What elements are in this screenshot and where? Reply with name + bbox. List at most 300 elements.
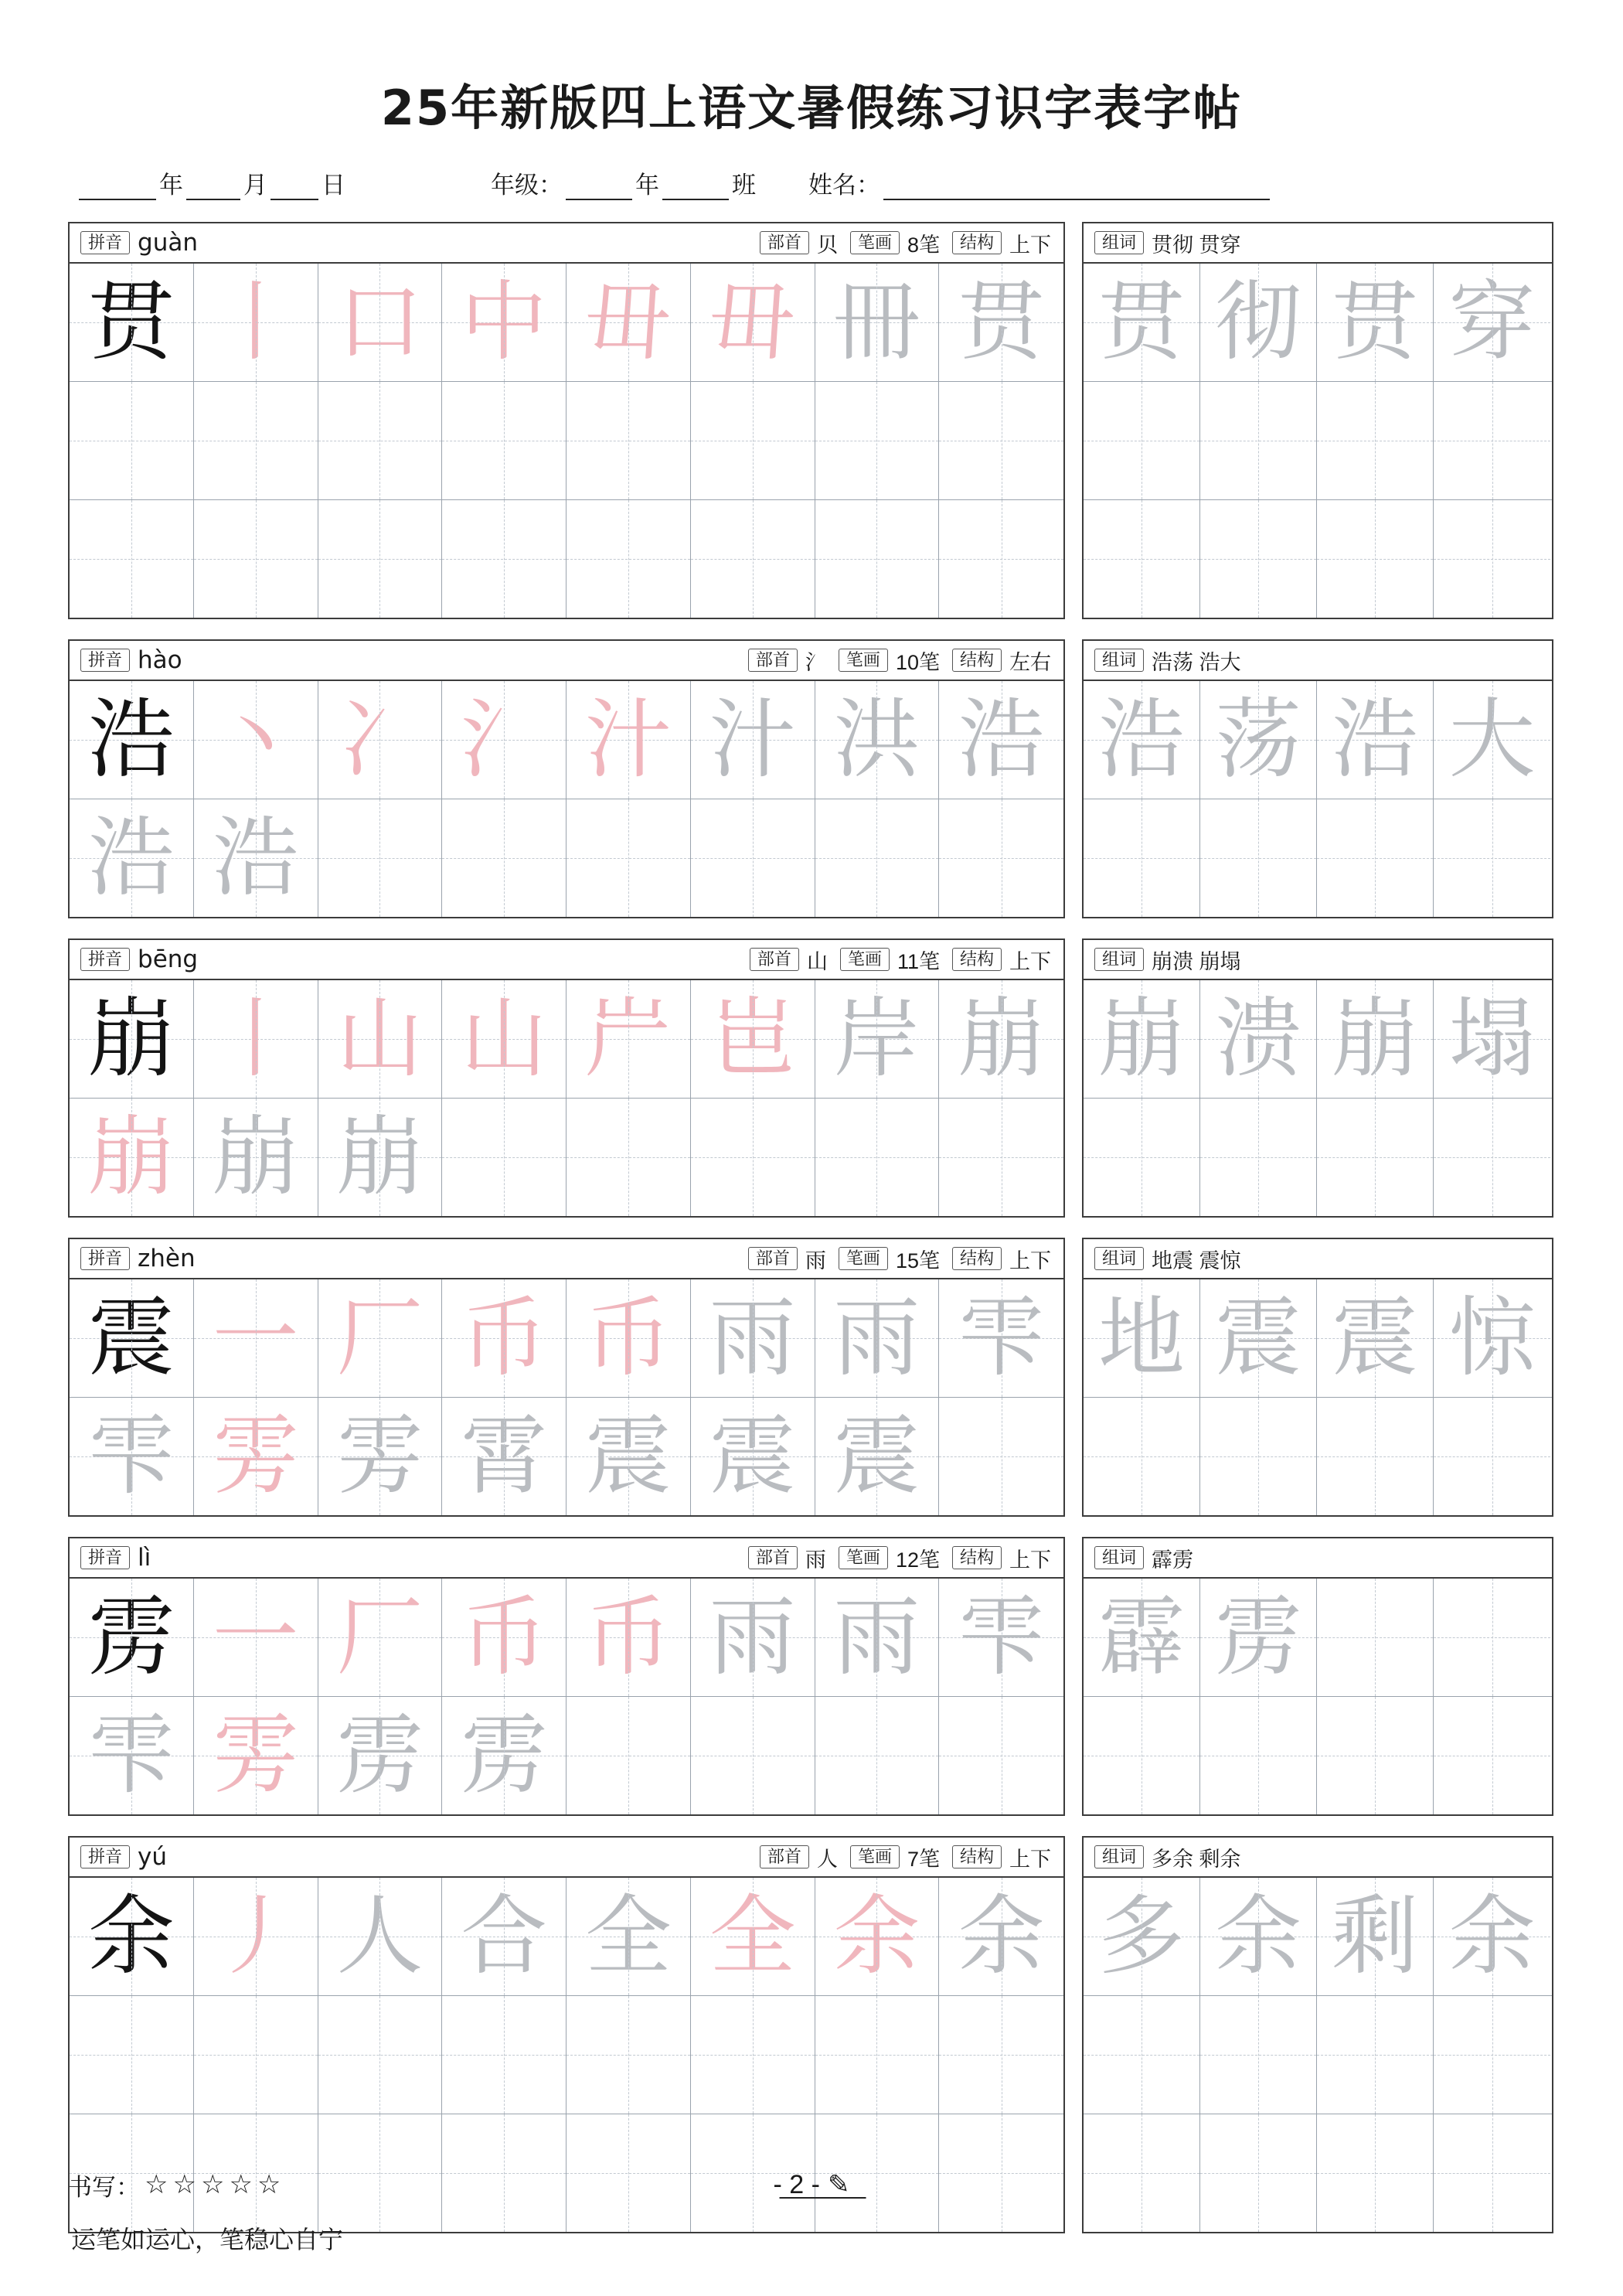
- stroke-step-glyph: 浩: [958, 690, 1045, 790]
- trace-glyph: 雱: [336, 1406, 424, 1507]
- practice-cell[interactable]: [815, 382, 940, 499]
- practice-cell[interactable]: [70, 1398, 194, 1515]
- word-practice-cell[interactable]: [1434, 1099, 1550, 1216]
- trace-practice-row: [70, 1098, 1063, 1216]
- words-blank-row: [1084, 1995, 1552, 2114]
- day-label: 日: [322, 172, 345, 199]
- practice-cell[interactable]: [815, 500, 940, 618]
- stroke-step-cell[interactable]: [567, 1878, 691, 1995]
- stroke-step-glyph: 全: [584, 1886, 672, 1987]
- stroke-step-cell[interactable]: [939, 1579, 1063, 1696]
- practice-cell[interactable]: [318, 1099, 443, 1216]
- trace-glyph: 震: [584, 1406, 672, 1507]
- stroke-step-glyph: 雫: [958, 1587, 1045, 1688]
- stroke-step-glyph: 一: [212, 1288, 299, 1388]
- model-character: 余: [87, 1886, 175, 1987]
- practice-cell[interactable]: [691, 1697, 815, 1814]
- stroke-step-glyph: 山: [461, 989, 548, 1089]
- practice-cell[interactable]: [318, 1697, 443, 1814]
- radical-tag: 部首: [748, 1247, 798, 1270]
- practice-cell[interactable]: [194, 1099, 318, 1216]
- stroke-step-cell[interactable]: [815, 1878, 940, 1995]
- model-character-cell[interactable]: [70, 1279, 194, 1397]
- words-value: 地震 震惊: [1152, 1248, 1241, 1272]
- structure-value: 上下: [1009, 1248, 1051, 1272]
- trace-practice-row: [70, 1397, 1063, 1515]
- structure-value: 上下: [1009, 1548, 1051, 1572]
- practice-cell[interactable]: [318, 500, 443, 618]
- word-practice-cell[interactable]: [1434, 500, 1550, 618]
- practice-cell[interactable]: [442, 1697, 567, 1814]
- word-practice-cell[interactable]: [1434, 1697, 1550, 1814]
- strokes-value: 10笔: [895, 650, 940, 674]
- grade-prefix-label: 年级：: [491, 172, 563, 199]
- radical-value: 氵: [805, 650, 826, 674]
- radical-value: 山: [806, 949, 828, 973]
- month-blank[interactable]: [186, 175, 240, 200]
- stroke-step-glyph: 口: [336, 272, 424, 373]
- word-glyph: 贯: [1332, 272, 1418, 373]
- word-glyph: 多: [1098, 1886, 1185, 1987]
- practice-cell[interactable]: [194, 500, 318, 618]
- words-blank-row: [1084, 1397, 1552, 1515]
- word-practice-cell[interactable]: [1434, 799, 1550, 917]
- stroke-step-cell[interactable]: [815, 264, 940, 381]
- stroke-step-cell[interactable]: [815, 1579, 940, 1696]
- footer-motto: 运笔如运心，笔稳心自宁: [71, 2226, 344, 2253]
- word-cell[interactable]: [1434, 681, 1550, 799]
- stroke-step-cell[interactable]: [567, 1579, 691, 1696]
- character-meta-row: [70, 940, 1063, 980]
- stroke-step-glyph: 中: [461, 272, 548, 373]
- practice-cell[interactable]: [442, 382, 567, 499]
- word-practice-cell[interactable]: [1084, 1099, 1200, 1216]
- word-cell[interactable]: [1317, 681, 1434, 799]
- words-meta-row: [1084, 223, 1552, 264]
- page-number-area: [774, 2169, 850, 2200]
- practice-cell[interactable]: [194, 799, 318, 917]
- practice-cell[interactable]: [691, 500, 815, 618]
- practice-cell[interactable]: [442, 500, 567, 618]
- practice-cell[interactable]: [194, 382, 318, 499]
- stroke-step-cell[interactable]: [567, 1279, 691, 1397]
- practice-cell[interactable]: [939, 1996, 1063, 2114]
- pinyin-value: guàn: [138, 229, 198, 257]
- word-cell[interactable]: [1434, 980, 1550, 1098]
- word-cell[interactable]: [1200, 1279, 1317, 1397]
- stroke-step-cell[interactable]: [442, 980, 567, 1098]
- character-meta-row: [70, 223, 1063, 264]
- stroke-step-cell[interactable]: [442, 1878, 567, 1995]
- radical-value: 贝: [816, 233, 838, 257]
- practice-cell[interactable]: [70, 382, 194, 499]
- trace-practice-row: [70, 1696, 1063, 1814]
- practice-cell[interactable]: [194, 1398, 318, 1515]
- word-glyph: 雳: [1215, 1587, 1301, 1688]
- word-practice-cell[interactable]: [1200, 1697, 1317, 1814]
- model-character: 雳: [87, 1587, 175, 1688]
- word-glyph: 震: [1215, 1288, 1301, 1388]
- year-label: 年: [159, 172, 183, 199]
- words-meta-row: [1084, 940, 1552, 980]
- name-field[interactable]: [805, 165, 1270, 200]
- words-panel: [1082, 639, 1553, 918]
- practice-cell[interactable]: [815, 1697, 940, 1814]
- word-glyph: 大: [1448, 690, 1536, 790]
- strokes-tag: 笔画: [839, 649, 888, 672]
- stroke-step-cell[interactable]: [691, 980, 815, 1098]
- trace-glyph: 震: [709, 1406, 796, 1507]
- practice-cell[interactable]: [318, 799, 443, 917]
- word-cell[interactable]: [1317, 1878, 1434, 1995]
- strokes-tag: 笔画: [850, 1845, 900, 1868]
- pinyin-value: hào: [138, 646, 182, 674]
- practice-cell[interactable]: [815, 799, 940, 917]
- words-value: 贯彻 贯穿: [1152, 233, 1241, 257]
- stroke-step-cell[interactable]: [318, 980, 443, 1098]
- practice-cell[interactable]: [567, 1398, 691, 1515]
- word-glyph: 浩: [1332, 690, 1418, 790]
- word-practice-cell[interactable]: [1317, 1697, 1434, 1814]
- word-cell[interactable]: [1434, 1579, 1550, 1696]
- word-glyph: 浩: [1098, 690, 1185, 790]
- practice-cell[interactable]: [691, 1996, 815, 2114]
- stroke-step-cell[interactable]: [318, 264, 443, 381]
- stroke-step-glyph: 毌: [709, 272, 796, 373]
- practice-cell[interactable]: [442, 1398, 567, 1515]
- word-cell[interactable]: [1084, 980, 1200, 1098]
- stroke-step-glyph: 毌: [584, 272, 672, 373]
- stroke-step-cell[interactable]: [318, 1878, 443, 1995]
- model-character-cell[interactable]: [70, 681, 194, 799]
- word-practice-cell[interactable]: [1200, 1099, 1317, 1216]
- words-tag: 组词: [1094, 948, 1144, 971]
- word-cell[interactable]: [1200, 681, 1317, 799]
- stroke-step-glyph: 雨: [833, 1288, 920, 1388]
- grade-field[interactable]: [488, 165, 759, 200]
- radical-tag: 部首: [760, 1845, 809, 1868]
- stroke-order-row: [70, 681, 1063, 799]
- stroke-step-glyph: 丨: [212, 989, 299, 1089]
- practice-panel: [68, 1537, 1065, 1816]
- word-glyph: 贯: [1098, 272, 1185, 373]
- practice-cell[interactable]: [815, 1996, 940, 2114]
- pinyin-tag: 拼音: [80, 1845, 130, 1868]
- grade-blank[interactable]: [566, 175, 632, 200]
- practice-cell[interactable]: [318, 1996, 443, 2114]
- words-tag: 组词: [1094, 1845, 1144, 1868]
- stroke-step-glyph: 雨: [709, 1587, 796, 1688]
- practice-cell[interactable]: [442, 1099, 567, 1216]
- month-label: 月: [243, 172, 267, 199]
- practice-cell[interactable]: [318, 382, 443, 499]
- stroke-step-cell[interactable]: [815, 1279, 940, 1397]
- word-glyph: 塌: [1448, 989, 1536, 1089]
- practice-cell[interactable]: [939, 382, 1063, 499]
- practice-cell[interactable]: [567, 1996, 691, 2114]
- stroke-step-cell[interactable]: [939, 1878, 1063, 1995]
- word-glyph: 余: [1448, 1886, 1536, 1987]
- character-block: [68, 1238, 1555, 1517]
- stroke-step-glyph: 汁: [709, 690, 796, 790]
- pinyin-tag: 拼音: [80, 231, 130, 254]
- word-cell[interactable]: [1317, 1579, 1434, 1696]
- stroke-step-cell[interactable]: [194, 1579, 318, 1696]
- stroke-step-glyph: 洪: [833, 690, 920, 790]
- word-practice-cell[interactable]: [1200, 382, 1317, 499]
- stroke-step-glyph: 山: [336, 989, 424, 1089]
- practice-cell[interactable]: [939, 799, 1063, 917]
- trace-practice-row: [70, 1995, 1063, 2114]
- strokes-tag: 笔画: [850, 231, 900, 254]
- structure-tag: 结构: [952, 649, 1002, 672]
- stroke-step-glyph: 丨: [212, 272, 299, 373]
- word-practice-cell[interactable]: [1317, 799, 1434, 917]
- structure-value: 上下: [1009, 1847, 1051, 1871]
- character-block: [68, 1537, 1555, 1816]
- word-practice-cell[interactable]: [1084, 1697, 1200, 1814]
- practice-cell[interactable]: [194, 1996, 318, 2114]
- practice-cell[interactable]: [442, 799, 567, 917]
- practice-cell[interactable]: [815, 1099, 940, 1216]
- word-cell[interactable]: [1084, 1579, 1200, 1696]
- stroke-step-cell[interactable]: [442, 1579, 567, 1696]
- model-character: 贯: [87, 272, 175, 373]
- stroke-step-cell[interactable]: [567, 980, 691, 1098]
- word-glyph: 荡: [1215, 690, 1301, 790]
- date-field[interactable]: [79, 165, 349, 200]
- practice-cell[interactable]: [939, 500, 1063, 618]
- practice-cell[interactable]: [70, 500, 194, 618]
- rating-stars[interactable]: ☆☆☆☆☆: [145, 2170, 286, 2199]
- word-glyph: 彻: [1215, 272, 1301, 373]
- word-cell[interactable]: [1084, 1279, 1200, 1397]
- word-practice-cell[interactable]: [1317, 1996, 1434, 2114]
- word-practice-cell[interactable]: [1200, 500, 1317, 618]
- practice-cell[interactable]: [567, 1697, 691, 1814]
- stroke-step-cell[interactable]: [194, 264, 318, 381]
- practice-cell[interactable]: [567, 382, 691, 499]
- practice-cell[interactable]: [939, 1398, 1063, 1515]
- stroke-step-glyph: 雨: [709, 1288, 796, 1388]
- stroke-step-cell[interactable]: [442, 681, 567, 799]
- stroke-step-cell[interactable]: [939, 681, 1063, 799]
- practice-cell[interactable]: [691, 799, 815, 917]
- practice-cell[interactable]: [567, 799, 691, 917]
- practice-cell[interactable]: [70, 1099, 194, 1216]
- word-cell[interactable]: [1200, 1878, 1317, 1995]
- model-character-cell[interactable]: [70, 1579, 194, 1696]
- practice-panel: [68, 1238, 1065, 1517]
- words-tag: 组词: [1094, 231, 1144, 254]
- stroke-step-glyph: 币: [584, 1288, 672, 1388]
- word-practice-cell[interactable]: [1434, 1398, 1550, 1515]
- stroke-step-glyph: 币: [461, 1288, 548, 1388]
- word-glyph: 剩: [1332, 1886, 1418, 1987]
- pinyin-value: bēng: [138, 945, 199, 973]
- trace-practice-row: [70, 799, 1063, 917]
- word-practice-cell[interactable]: [1317, 1398, 1434, 1515]
- model-character-cell[interactable]: [70, 980, 194, 1098]
- word-practice-cell[interactable]: [1084, 500, 1200, 618]
- character-blocks: [68, 222, 1555, 2233]
- stroke-step-glyph: 丿: [212, 1886, 299, 1987]
- stroke-step-glyph: 丶: [212, 690, 299, 790]
- stroke-step-cell[interactable]: [691, 1279, 815, 1397]
- model-character: 崩: [87, 989, 175, 1089]
- practice-cell[interactable]: [567, 1099, 691, 1216]
- stroke-step-cell[interactable]: [815, 681, 940, 799]
- name-blank[interactable]: [883, 175, 1270, 200]
- character-meta-row: [70, 1838, 1063, 1878]
- model-character: 浩: [87, 690, 175, 790]
- stroke-step-cell[interactable]: [442, 1279, 567, 1397]
- stroke-step-glyph: 贯: [958, 272, 1045, 373]
- stroke-step-cell[interactable]: [939, 264, 1063, 381]
- trace-glyph: 雫: [87, 1406, 175, 1507]
- word-cell[interactable]: [1317, 980, 1434, 1098]
- word-practice-cell[interactable]: [1317, 382, 1434, 499]
- word-practice-cell[interactable]: [1200, 799, 1317, 917]
- stroke-step-glyph: 冊: [833, 272, 920, 373]
- stroke-step-cell[interactable]: [318, 1279, 443, 1397]
- word-cell[interactable]: [1084, 681, 1200, 799]
- word-practice-cell[interactable]: [1084, 799, 1200, 917]
- word-cell[interactable]: [1434, 264, 1550, 381]
- word-cell[interactable]: [1200, 264, 1317, 381]
- words-row: [1084, 980, 1552, 1098]
- word-glyph: 霹: [1098, 1587, 1185, 1688]
- stroke-step-cell[interactable]: [194, 980, 318, 1098]
- practice-cell[interactable]: [70, 1996, 194, 2114]
- stroke-step-cell[interactable]: [194, 1878, 318, 1995]
- word-cell[interactable]: [1200, 980, 1317, 1098]
- stroke-step-cell[interactable]: [815, 980, 940, 1098]
- stroke-step-glyph: 岸: [833, 989, 920, 1089]
- pinyin-value: zhèn: [138, 1245, 196, 1272]
- words-meta-row: [1084, 641, 1552, 681]
- words-panel: [1082, 1238, 1553, 1517]
- stroke-step-cell[interactable]: [691, 1878, 815, 1995]
- stroke-step-cell[interactable]: [194, 681, 318, 799]
- info-line: [68, 165, 1555, 200]
- year-blank[interactable]: [79, 175, 156, 200]
- stroke-step-cell[interactable]: [318, 681, 443, 799]
- practice-cell[interactable]: [691, 382, 815, 499]
- stroke-step-glyph: 厂: [336, 1587, 424, 1688]
- trace-glyph: 雫: [87, 1705, 175, 1806]
- class-blank[interactable]: [662, 175, 729, 200]
- structure-tag: 结构: [952, 948, 1002, 971]
- strokes-value: 11笔: [897, 949, 940, 973]
- words-panel: [1082, 938, 1553, 1218]
- word-practice-cell[interactable]: [1084, 382, 1200, 499]
- page-number-underline: [780, 2197, 866, 2199]
- strokes-value: 7笔: [907, 1847, 940, 1871]
- stroke-step-glyph: 合: [461, 1886, 548, 1987]
- practice-cell[interactable]: [815, 1398, 940, 1515]
- word-cell[interactable]: [1317, 264, 1434, 381]
- radical-value: 雨: [805, 1248, 826, 1272]
- practice-cell[interactable]: [194, 1697, 318, 1814]
- stroke-step-glyph: 屵: [584, 989, 672, 1089]
- character-block: [68, 222, 1555, 619]
- stroke-step-cell[interactable]: [691, 264, 815, 381]
- practice-cell[interactable]: [567, 500, 691, 618]
- stroke-step-cell[interactable]: [318, 1579, 443, 1696]
- stroke-step-glyph: 币: [461, 1587, 548, 1688]
- word-glyph: 震: [1332, 1288, 1418, 1388]
- word-practice-cell[interactable]: [1434, 1996, 1550, 2114]
- page-title: 25年新版四上语文暑假练习识字表字帖: [380, 80, 1243, 136]
- stroke-step-cell[interactable]: [567, 264, 691, 381]
- word-cell[interactable]: [1200, 1579, 1317, 1696]
- word-cell[interactable]: [1434, 1279, 1550, 1397]
- practice-cell[interactable]: [318, 1398, 443, 1515]
- word-practice-cell[interactable]: [1200, 1996, 1317, 2114]
- structure-value: 上下: [1009, 949, 1051, 973]
- character-meta-row: [70, 1538, 1063, 1579]
- stroke-step-cell[interactable]: [939, 980, 1063, 1098]
- word-cell[interactable]: [1084, 1878, 1200, 1995]
- practice-panel: [68, 938, 1065, 1218]
- radical-value: 雨: [805, 1548, 826, 1572]
- word-cell[interactable]: [1084, 264, 1200, 381]
- word-practice-cell[interactable]: [1434, 382, 1550, 499]
- practice-cell[interactable]: [70, 799, 194, 917]
- word-glyph: 崩: [1332, 989, 1418, 1089]
- words-meta-row: [1084, 1239, 1552, 1279]
- practice-cell[interactable]: [939, 1697, 1063, 1814]
- practice-cell[interactable]: [939, 1099, 1063, 1216]
- trace-glyph: 雱: [212, 1406, 299, 1507]
- word-practice-cell[interactable]: [1317, 500, 1434, 618]
- trace-glyph: 浩: [87, 808, 175, 908]
- word-glyph: 惊: [1448, 1288, 1536, 1388]
- word-practice-cell[interactable]: [1317, 1099, 1434, 1216]
- stroke-step-cell[interactable]: [567, 681, 691, 799]
- stroke-step-cell[interactable]: [939, 1279, 1063, 1397]
- practice-cell[interactable]: [442, 1996, 567, 2114]
- blank-practice-row: [70, 499, 1063, 618]
- pinyin-value: lì: [138, 1544, 151, 1572]
- structure-value: 上下: [1009, 233, 1051, 257]
- practice-cell[interactable]: [691, 1398, 815, 1515]
- stroke-step-cell[interactable]: [691, 1579, 815, 1696]
- trace-glyph: 雱: [212, 1705, 299, 1806]
- word-practice-cell[interactable]: [1200, 1398, 1317, 1515]
- word-cell[interactable]: [1434, 1878, 1550, 1995]
- model-character-cell[interactable]: [70, 264, 194, 381]
- day-blank[interactable]: [270, 175, 318, 200]
- practice-cell[interactable]: [691, 1099, 815, 1216]
- model-character-cell[interactable]: [70, 1878, 194, 1995]
- stroke-step-glyph: 雫: [958, 1288, 1045, 1388]
- word-cell[interactable]: [1317, 1279, 1434, 1397]
- practice-cell[interactable]: [70, 1697, 194, 1814]
- word-practice-cell[interactable]: [1084, 1398, 1200, 1515]
- word-glyph: 崩: [1098, 989, 1185, 1089]
- words-meta-row: [1084, 1838, 1552, 1878]
- word-practice-cell[interactable]: [1084, 1996, 1200, 2114]
- stroke-step-cell[interactable]: [691, 681, 815, 799]
- strokes-tag: 笔画: [840, 948, 890, 971]
- radical-tag: 部首: [748, 649, 798, 672]
- words-row: [1084, 1279, 1552, 1397]
- radical-tag: 部首: [748, 1546, 798, 1569]
- stroke-step-cell[interactable]: [194, 1279, 318, 1397]
- stroke-step-cell[interactable]: [442, 264, 567, 381]
